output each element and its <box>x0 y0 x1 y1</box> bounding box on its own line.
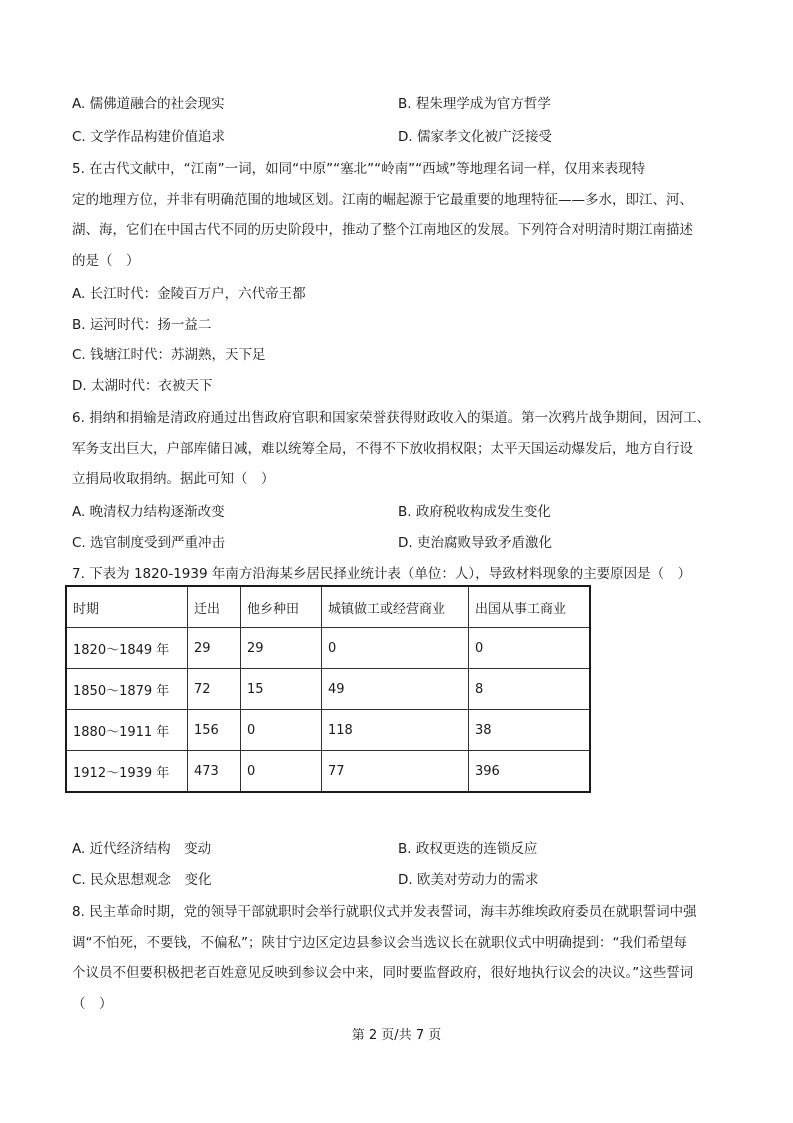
table-header-cell: 迁出 <box>188 586 241 628</box>
table-cell: 8 <box>469 669 591 710</box>
q6-stem-line-1: 6. 捐纳和捐输是清政府通过出售政府官职和国家荣誉获得财政收入的渠道。第一次鸦片战争期间，因河工、 <box>72 410 711 426</box>
q8-stem-line-2: 调“不怕死，不要钱，不偏私”；陕甘宁边区定边县参议会当选议长在就职仪式中明确提到：“我们希望每 <box>72 935 687 951</box>
table-row <box>66 751 590 793</box>
table-cell: 156 <box>188 710 241 751</box>
table-cell: 29 <box>188 628 241 669</box>
q8-stem-line-3: 个议员不但要积极把老百姓意见反映到参议会中来，同时要监督政府，很好地执行议会的决议。”这些誓词 <box>72 965 694 981</box>
q8-stem-line-4: （ ） <box>72 996 113 1012</box>
q5-option-c: C. 钱塘江时代：苏湖熟，天下足 <box>72 347 266 363</box>
q5-stem-line-2: 定的地理方位，并非有明确范围的地域区划。江南的崛起源于它最重要的地理特征——多水，即江、河、 <box>72 192 693 208</box>
q4-option-b: B. 程朱理学成为官方哲学 <box>398 96 551 112</box>
table-cell: 0 <box>241 710 322 751</box>
table-cell: 29 <box>241 628 322 669</box>
q7-option-c: C. 民众思想观念 变化 <box>72 872 212 888</box>
q6-option-c: C. 选官制度受到严重冲击 <box>72 535 226 551</box>
table-cell: 1820～1849 年 <box>66 628 188 669</box>
table-cell: 15 <box>241 669 322 710</box>
table-cell: 473 <box>188 751 241 793</box>
migration-stats-table <box>65 585 591 793</box>
table-cell: 396 <box>469 751 591 793</box>
table-cell: 77 <box>322 751 469 793</box>
q4-option-d: D. 儒家孝文化被广泛接受 <box>398 129 552 145</box>
table-header-cell: 城镇做工或经营商业 <box>322 586 469 628</box>
table-cell: 1880～1911 年 <box>66 710 188 751</box>
table-cell: 1912～1939 年 <box>66 751 188 793</box>
q6-stem-line-3: 立捐局收取捐纳。据此可知（ ） <box>72 471 275 487</box>
page-footer: 第 2 页/共 7 页 <box>351 1028 442 1043</box>
q5-stem-line-3: 湖、海，它们在中国古代不同的历史阶段中，推动了整个江南地区的发展。下列符合对明清时期江南描述 <box>72 222 693 238</box>
table-cell: 1850～1879 年 <box>66 669 188 710</box>
q5-stem-line-4: 的是（ ） <box>72 253 140 269</box>
table-cell: 118 <box>322 710 469 751</box>
table-row <box>66 628 590 669</box>
q8-stem-line-1: 8. 民主革命时期，党的领导干部就职时会举行就职仪式并发表誓词，海丰苏维埃政府委员在就职誓词中强 <box>72 904 697 920</box>
q6-option-a: A. 晚清权力结构逐渐改变 <box>72 504 225 520</box>
table-cell: 72 <box>188 669 241 710</box>
q5-option-d: D. 太湖时代：衣被天下 <box>72 378 213 394</box>
q4-option-c: C. 文学作品构建价值追求 <box>72 129 226 145</box>
q5-option-a: A. 长江时代：金陵百万户，六代帝王都 <box>72 286 306 302</box>
table-header-cell: 时期 <box>66 586 188 628</box>
table-row <box>66 710 590 751</box>
table-row <box>66 669 590 710</box>
q4-option-a: A. 儒佛道融合的社会现实 <box>72 96 225 112</box>
table-header-cell: 出国从事工商业 <box>469 586 591 628</box>
q6-option-d: D. 吏治腐败导致矛盾激化 <box>398 535 552 551</box>
table-cell: 38 <box>469 710 591 751</box>
q6-option-b: B. 政府税收构成发生变化 <box>398 504 551 520</box>
q7-option-a: A. 近代经济结构 变动 <box>72 841 212 857</box>
table-cell: 49 <box>322 669 469 710</box>
table-cell: 0 <box>469 628 591 669</box>
q6-stem-line-2: 军务支出巨大，户部库储日减，难以统筹全局，不得不下放收捐权限；太平天国运动爆发后，地方自行设 <box>72 441 693 457</box>
table-cell: 0 <box>241 751 322 793</box>
table-header-row <box>66 586 590 628</box>
q7-option-b: B. 政权更迭的连锁反应 <box>398 841 538 857</box>
table-cell: 0 <box>322 628 469 669</box>
table-header-cell: 他乡种田 <box>241 586 322 628</box>
q7-option-d: D. 欧美对劳动力的需求 <box>398 872 539 888</box>
q7-stem: 7. 下表为 1820-1939 年南方沿海某乡居民择业统计表（单位：人），导致材料现象的主要原因是（ ） <box>72 566 692 582</box>
q5-stem-line-1: 5. 在古代文献中，“江南”一词，如同“中原”“塞北”“岭南”“西域”等地理名词一样，仅用来表现特 <box>72 161 646 177</box>
q5-option-b: B. 运河时代：扬一益二 <box>72 317 212 333</box>
